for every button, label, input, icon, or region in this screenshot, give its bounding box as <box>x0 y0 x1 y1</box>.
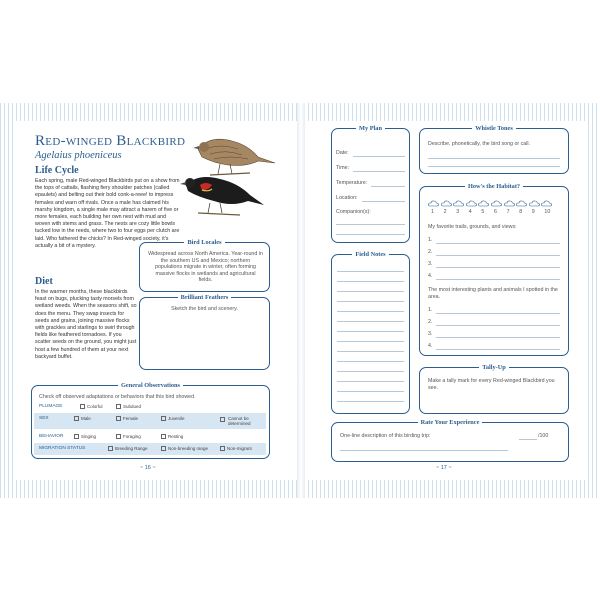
sketch-instruction: Sketch the bird and scenery. <box>171 306 238 312</box>
plan-time-line[interactable] <box>353 171 405 172</box>
behavior-singing-option[interactable]: Singing <box>74 434 96 439</box>
behavior-label: BEHAVIOR <box>39 434 64 439</box>
field-notes-line[interactable] <box>337 291 404 292</box>
rating-number: 10 <box>544 209 551 215</box>
whistle-tones-instruction: Describe, phonetically, the bird song or call. <box>428 141 531 147</box>
plan-time-label: Time: <box>336 165 350 171</box>
sex-undetermined-option[interactable]: Cannot be determined <box>220 416 262 426</box>
rating-number: 7 <box>506 209 510 215</box>
rating-number: 6 <box>494 209 497 215</box>
whistle-line-1[interactable] <box>428 158 560 159</box>
cloud-icon[interactable] <box>529 200 540 207</box>
plan-companions-label: Companion(s): <box>336 209 371 215</box>
plant-item-number: 2. <box>428 319 433 325</box>
observations-instruction: Check off observed adaptations or behaviors that this bird showed. <box>39 394 196 400</box>
latin-name: Agelaius phoeniceus <box>35 150 122 161</box>
migration-nonbreeding-option[interactable]: Non-breeding range <box>161 446 208 451</box>
cloud-icon[interactable] <box>466 200 477 207</box>
plan-temperature-line[interactable] <box>371 186 405 187</box>
bird-illustration <box>180 127 280 219</box>
migration-row <box>34 443 266 455</box>
migration-breeding-option[interactable]: Breeding Range <box>108 446 148 451</box>
general-observations-heading: General Observations <box>118 382 183 389</box>
behavior-resting-option[interactable]: Resting <box>161 434 183 439</box>
trail-item-line[interactable] <box>436 279 560 280</box>
field-notes-heading: Field Notes <box>352 251 388 258</box>
sex-row <box>34 413 266 429</box>
plan-date-line[interactable] <box>353 156 405 157</box>
field-notes-box[interactable] <box>331 251 410 414</box>
plumage-label: PLUMAGE <box>39 404 63 409</box>
plan-companions-line[interactable] <box>336 224 405 225</box>
rate-experience-heading: Rate Your Experience <box>418 419 483 426</box>
diet-heading: Diet <box>35 276 53 287</box>
plant-item-number: 3. <box>428 331 433 337</box>
cloud-icon[interactable] <box>491 200 502 207</box>
plant-item-number: 1. <box>428 307 433 313</box>
rating-number: 5 <box>481 209 485 215</box>
trail-item-number: 3. <box>428 261 433 267</box>
plant-item-line[interactable] <box>436 349 560 350</box>
diet-text: In the warmer months, these blackbirds feast on bugs, plucking tasty morsels from wetland weeds. When the seasons shift, so does the menu. They swap insects for seeds and grains, joining massive flocks with grackles and starlings to swirl through fields like feathered tornadoes. If you scatter seeds on the ground, you might just host a few hundred of them at your next backyard buffet. <box>35 289 137 360</box>
tally-up-instruction: Make a tally mark for every Red-winged Blackbird you see. <box>428 378 555 391</box>
bird-locales-heading: Bird Locales <box>184 239 224 246</box>
trail-item-line[interactable] <box>436 243 560 244</box>
plan-location-label: Location: <box>336 195 358 201</box>
field-notes-line[interactable] <box>337 351 404 352</box>
migration-nonmigrant-option[interactable]: Non-migrant <box>220 446 252 451</box>
field-notes-line[interactable] <box>337 401 404 402</box>
whistle-tones-heading: Whistle Tones <box>472 125 516 132</box>
plan-location-line[interactable] <box>362 201 405 202</box>
plan-companions-line-2[interactable] <box>336 234 405 235</box>
field-notes-line[interactable] <box>337 321 404 322</box>
rate-description-line[interactable] <box>340 450 508 451</box>
sex-juvenile-option[interactable]: Juvenile <box>161 416 185 421</box>
trail-item-line[interactable] <box>436 267 560 268</box>
plan-temperature-label: Temperature: <box>336 180 368 186</box>
left-page-number: ~ 16 ~ <box>140 465 156 471</box>
life-cycle-text: Each spring, male Red-winged Blackbirds put on a show from the tops of cattails, flashing fiery shoulder patches (called epaulets) and belting out their bold conk-a-reee! to impress females and warn off rivals. Once a male has claimed his marshy kingdom, a single male may attract a harem of five or more females, each building her own nest with mud and woven with stems and grass. The nests are cozy little bowls tucked low in the reeds, where two to four eggs per clutch are laid. Who fathered the chicks? In Red-winged society, it's actually a bit of a mystery. <box>35 178 180 249</box>
plant-item-number: 4. <box>428 343 433 349</box>
right-page-number: ~ 17 ~ <box>436 465 452 471</box>
sex-label: SEX <box>39 416 49 421</box>
cloud-icon[interactable] <box>441 200 452 207</box>
rate-score-suffix: /100 <box>538 433 549 439</box>
field-notes-line[interactable] <box>337 391 404 392</box>
male-blackbird-illustration <box>180 177 264 215</box>
field-notes-line[interactable] <box>337 361 404 362</box>
plumage-subdued-option[interactable]: Subdued <box>116 404 141 409</box>
tally-up-heading: Tally-Up <box>479 364 509 371</box>
habitat-heading: How's the Habitat? <box>465 183 523 190</box>
behavior-row <box>34 431 266 443</box>
rate-experience-box <box>331 419 569 462</box>
field-notes-line[interactable] <box>337 371 404 372</box>
trail-item-number: 1. <box>428 237 433 243</box>
trail-item-number: 4. <box>428 273 433 279</box>
field-notes-line[interactable] <box>337 331 404 332</box>
plant-item-line[interactable] <box>436 337 560 338</box>
female-blackbird-illustration <box>193 139 275 175</box>
field-notes-line[interactable] <box>337 311 404 312</box>
sex-male-option[interactable]: Male <box>74 416 91 421</box>
cloud-icon[interactable] <box>541 200 552 207</box>
field-notes-line[interactable] <box>337 271 404 272</box>
my-plan-heading: My Plan <box>356 125 385 132</box>
migration-label: MIGRATION STATUS <box>39 446 86 451</box>
rate-score-line[interactable] <box>519 439 537 440</box>
plant-item-line[interactable] <box>436 313 560 314</box>
field-notes-line[interactable] <box>337 281 404 282</box>
rating-number: 2 <box>443 209 447 215</box>
brilliant-feathers-heading: Brilliant Feathers <box>178 294 232 301</box>
rating-number: 9 <box>531 209 535 215</box>
cloud-icon[interactable] <box>478 200 489 207</box>
rate-description-label: One-line description of this birding trip: <box>340 433 431 439</box>
plan-date-label: Date: <box>336 150 349 156</box>
brilliant-feathers-box[interactable] <box>139 294 270 370</box>
trails-label: My favorite trails, grounds, and views: <box>428 224 517 230</box>
cloud-icon[interactable] <box>504 200 515 207</box>
field-notes-line[interactable] <box>337 301 404 302</box>
bird-locales-box <box>139 239 270 292</box>
book-gutter <box>297 103 305 498</box>
bird-locales-text: Widespread across North America. Year-round in the southern US and Mexico; northern populations migrate in winter, often forming massive flocks in wetlands and agricultural fields. <box>148 251 263 284</box>
page-title: Red-winged Blackbird <box>35 133 186 149</box>
rating-number: 4 <box>468 209 472 215</box>
plants-label: The most interesting plants and animals I spotted in the area. <box>428 287 558 300</box>
whistle-tones-box <box>419 125 569 174</box>
whistle-line-2[interactable] <box>428 166 560 167</box>
rating-number: 1 <box>431 209 434 215</box>
behavior-foraging-option[interactable]: Foraging <box>116 434 141 439</box>
tally-up-box[interactable] <box>419 364 569 414</box>
trail-item-line[interactable] <box>436 255 560 256</box>
plant-item-line[interactable] <box>436 325 560 326</box>
cloud-icon[interactable] <box>453 200 464 207</box>
cloud-icon[interactable] <box>428 200 439 207</box>
rating-number: 8 <box>519 209 523 215</box>
cloud-icon[interactable] <box>516 200 527 207</box>
rating-number: 3 <box>456 209 460 215</box>
field-notes-line[interactable] <box>337 341 404 342</box>
plumage-row <box>34 401 266 413</box>
sex-female-option[interactable]: Female <box>116 416 138 421</box>
trail-item-number: 2. <box>428 249 433 255</box>
plumage-colorful-option[interactable]: Colorful <box>80 404 103 409</box>
field-notes-line[interactable] <box>337 381 404 382</box>
life-cycle-heading: Life Cycle <box>35 165 79 176</box>
